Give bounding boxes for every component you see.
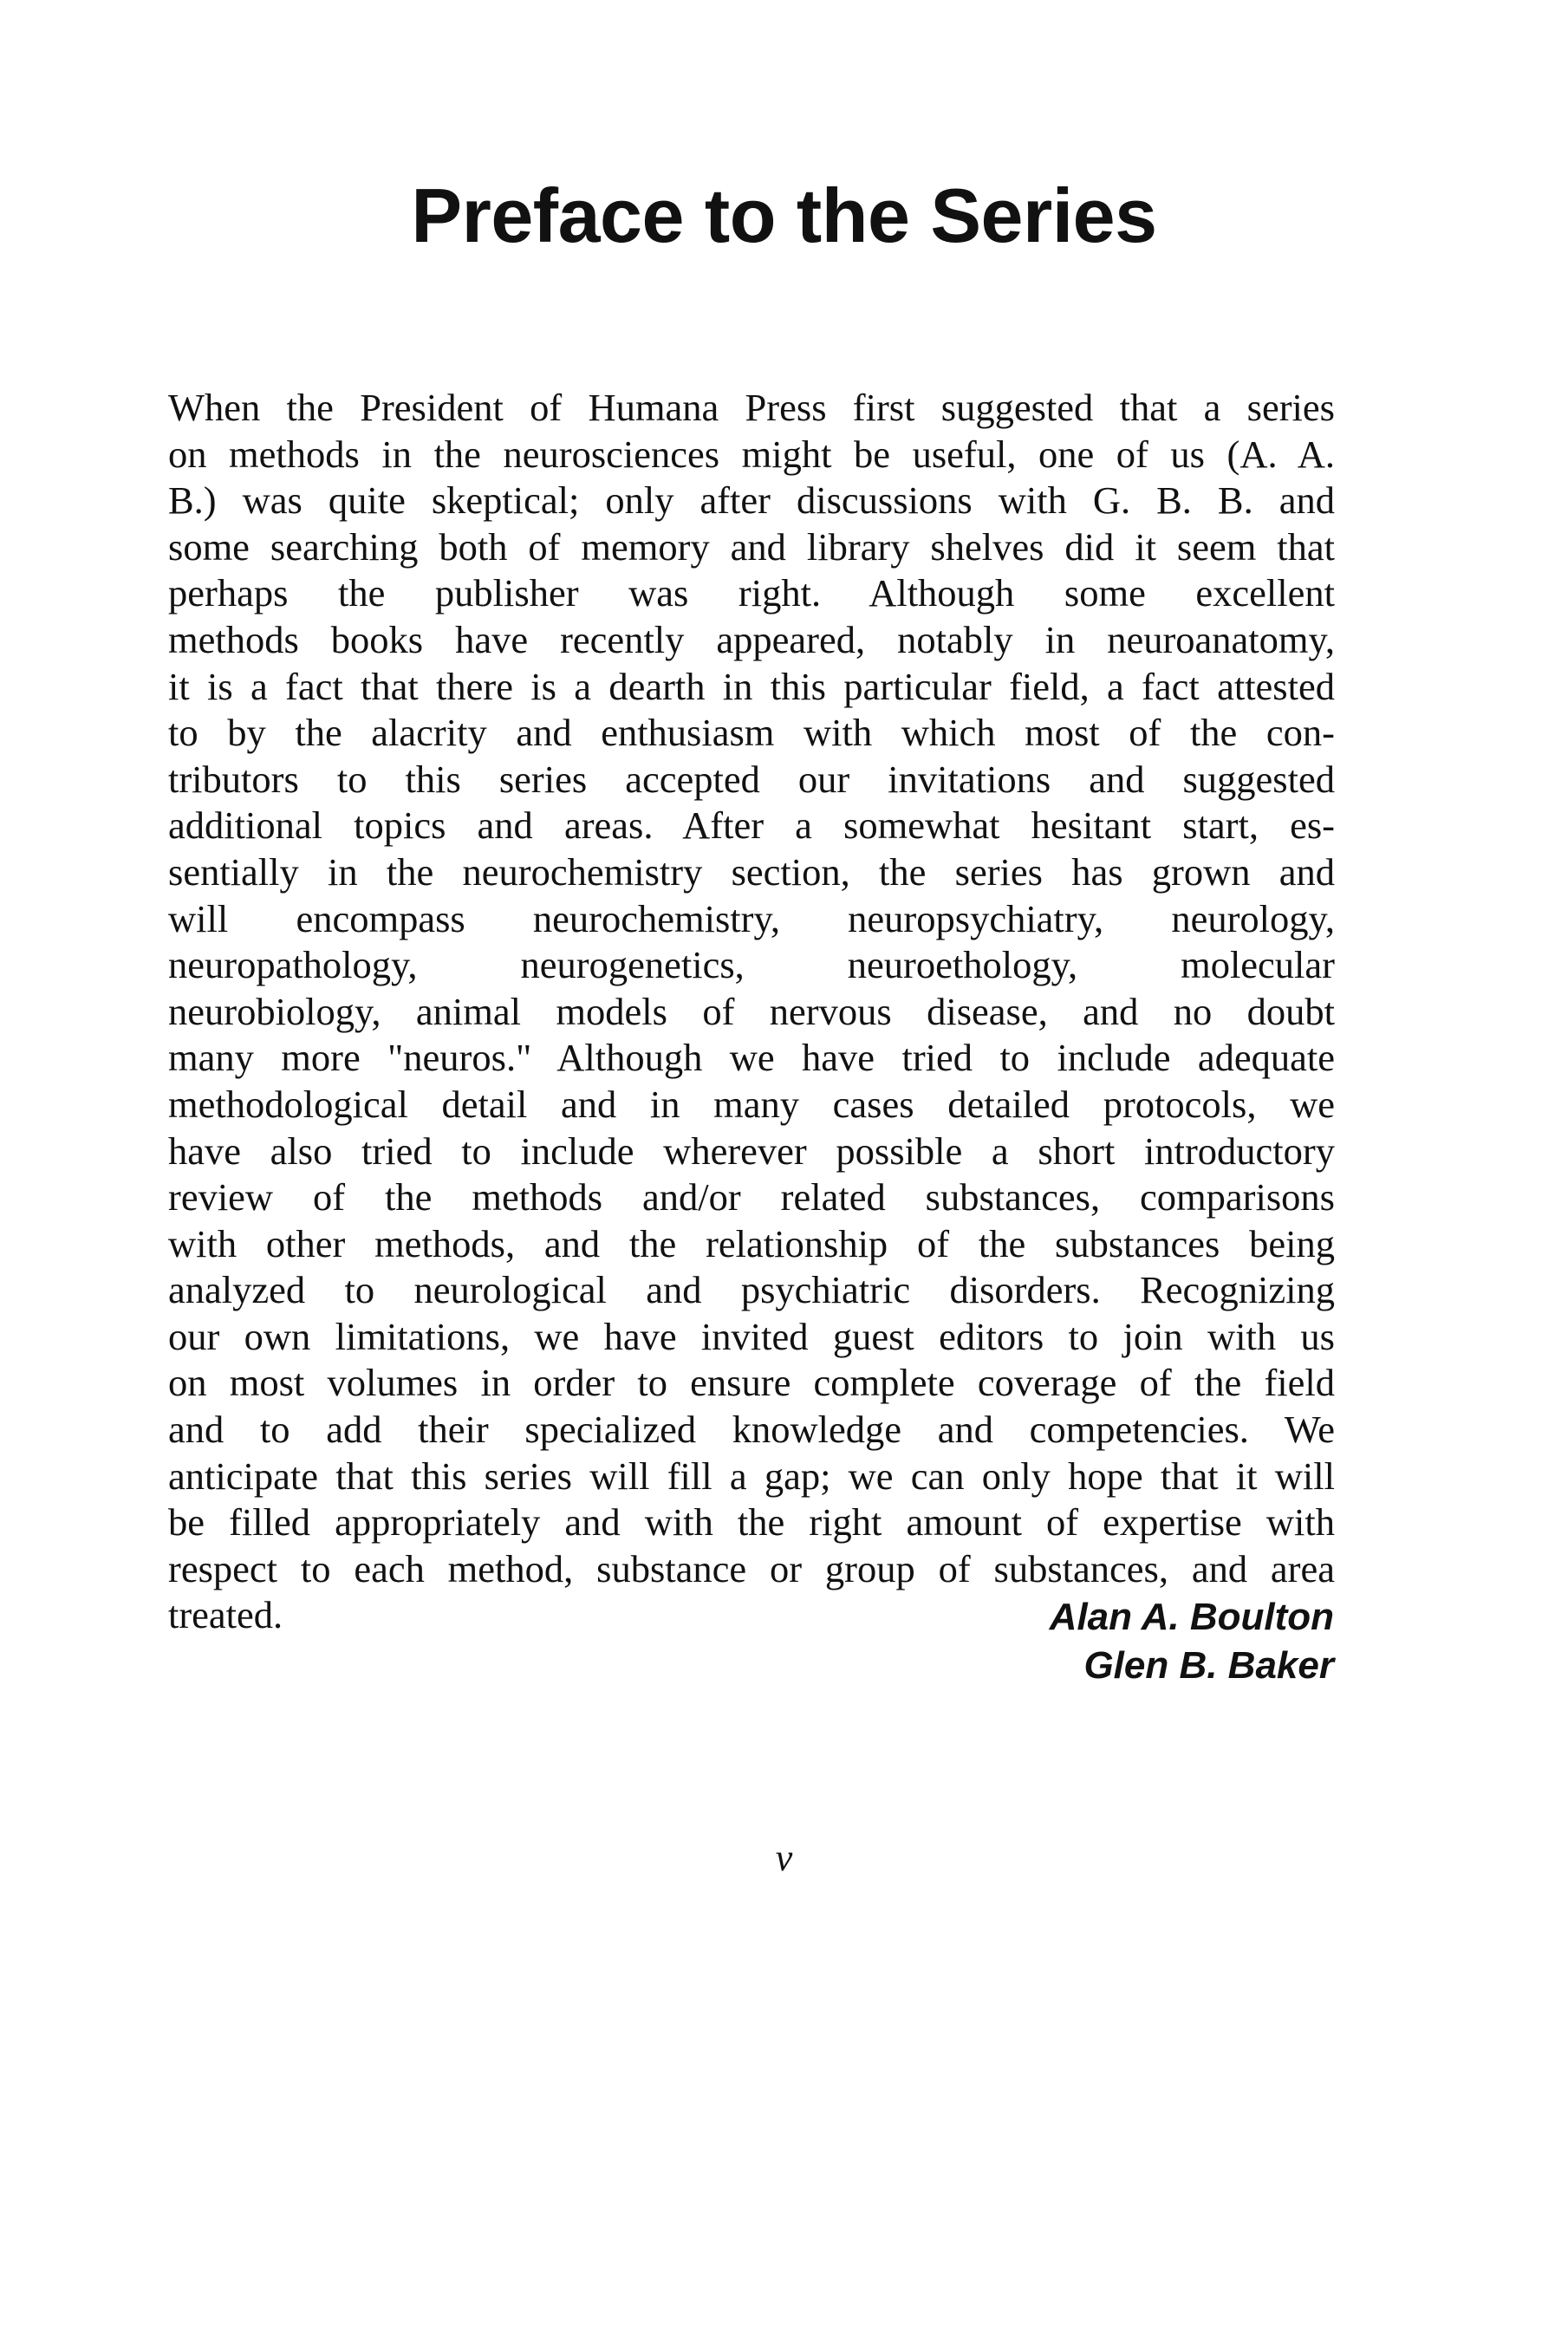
body-line: neurobiology, animal models of nervous disease, and no doubt	[168, 989, 1335, 1033]
page-number: v	[775, 1837, 793, 1879]
body-line: methods books have recently appeared, notably in neuroanatomy,	[168, 617, 1335, 661]
body-line: with other methods, and the relationship of the substances being	[168, 1221, 1335, 1265]
body-line: neuropathology, neurogenetics, neuroethology, molecular	[168, 943, 1335, 987]
body-line: B.) was quite skeptical; only after discussions with G. B. B. and	[168, 478, 1335, 523]
body-line: to by the alacrity and enthusiasm with which most of the con-	[168, 711, 1335, 755]
body-line: on methods in the neurosciences might be useful, one of us (A. A.	[168, 432, 1335, 476]
body-line: our own limitations, we have invited guest editors to join with us	[168, 1314, 1335, 1358]
author-name: Glen B. Baker	[1083, 1644, 1334, 1687]
body-line: many more "neuros." Although we have tried to include adequate	[168, 1036, 1335, 1080]
body-line: tributors to this series accepted our invitations and suggested	[168, 757, 1335, 801]
body-line: on most volumes in order to ensure complete coverage of the field	[168, 1361, 1335, 1405]
body-line: analyzed to neurological and psychiatric disorders. Recognizing	[168, 1268, 1335, 1312]
body-line: sentially in the neurochemistry section, the series has grown and	[168, 849, 1335, 894]
page-title: Preface to the Series	[411, 172, 1157, 258]
body-line: additional topics and areas. After a somewhat hesitant start, es-	[168, 803, 1335, 848]
author-signatures	[1050, 1593, 1334, 1690]
body-line: review of the methods and/or related substances, comparisons	[168, 1175, 1335, 1220]
author-name: Alan A. Boulton	[1049, 1596, 1334, 1638]
preface-body	[168, 385, 1335, 1639]
body-line: will encompass neurochemistry, neuropsychiatry, neurology,	[168, 896, 1335, 940]
body-line: methodological detail and in many cases detailed protocols, we	[168, 1082, 1335, 1126]
body-line: and to add their specialized knowledge and competencies. We	[168, 1408, 1335, 1452]
body-line: some searching both of memory and library shelves did it seem that	[168, 524, 1335, 569]
body-line: perhaps the publisher was right. Although some excellent	[168, 571, 1335, 615]
body-line: have also tried to include wherever possible a short introductory	[168, 1128, 1335, 1173]
body-line: it is a fact that there is a dearth in this particular field, a fact attested	[168, 664, 1335, 708]
body-line: respect to each method, substance or group of substances, and area	[168, 1546, 1335, 1590]
body-line: anticipate that this series will fill a gap; we can only hope that it will	[168, 1454, 1335, 1498]
body-line: When the President of Humana Press first suggested that a series	[168, 386, 1335, 429]
body-line: be filled appropriately and with the right amount of expertise with	[168, 1500, 1335, 1545]
body-line: treated.	[168, 1593, 283, 1637]
